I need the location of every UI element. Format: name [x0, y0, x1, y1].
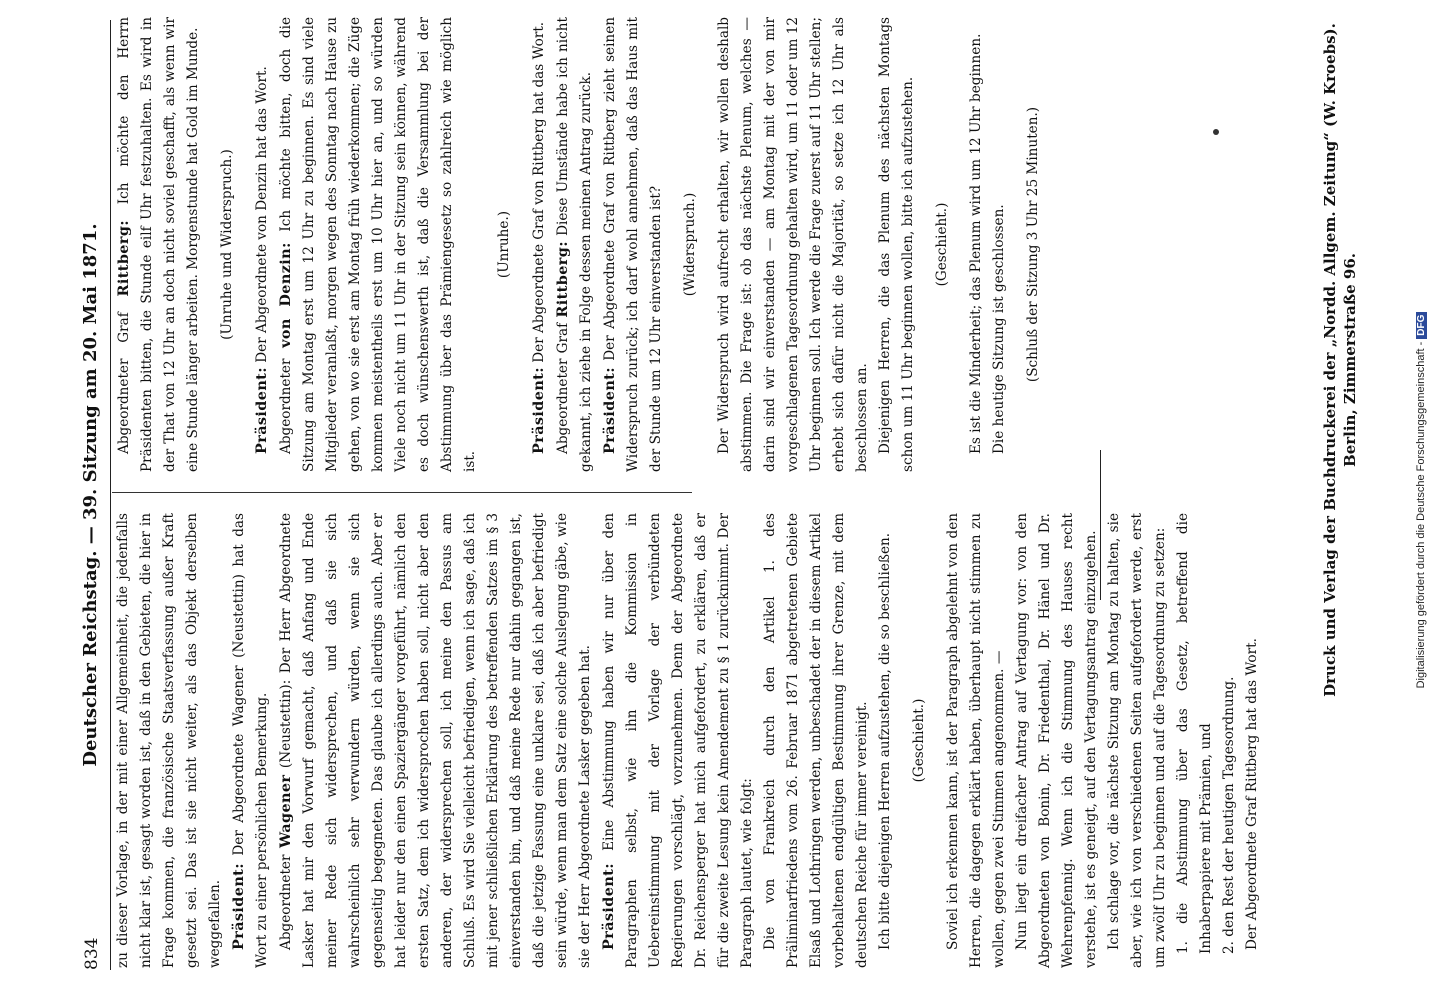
- end-rule: [1100, 450, 1101, 600]
- paragraph: Präsident: Der Abgeordnete Graf von Rittberg zieht seinen Widerspruch zurück; ich darf wohl annehmen, daß das Haus mit der Stunde um 12 Uhr einverstanden ist?: [601, 17, 664, 472]
- stage-direction: (Unruhe und Widerspruch.): [219, 149, 235, 340]
- speaker-name: Präsident:: [601, 367, 618, 454]
- agenda-item: 1. die Abstimmung über das Gesetz, betreffend die Inhaberpapiere mit Prämien, und: [1175, 513, 1214, 954]
- paragraph: Abgeordneter Graf Rittberg: Diese Umstände habe ich nicht gekannt, ich ziehe in Folge dessen meinen Antrag zurück.: [554, 17, 594, 472]
- imprint-line: Druck und Verlag der Buchdruckerei der „Nordd. Allgem. Zeitung“ (W. Kroebs).: [1321, 23, 1339, 697]
- speaker-name: Rittberg:: [554, 241, 571, 318]
- paragraph: Soviel ich erkennen kann, ist der Paragraph abgelehnt von den Herren, die dagegen erklärt haben, überhaupt nicht stimmen zu wollen, gegen zwei Stimmen angenommen. —: [945, 513, 1007, 968]
- stage-direction: (Geschieht.): [934, 202, 950, 287]
- paragraph: Nun liegt ein dreifacher Antrag auf Vertagung vor: von den Abgeordneten von Bonin, Dr. Friedenthal, Dr. Hänel und Dr. Wehrenpfennig. Wenn ich die Stimmung des Hauses recht verstehe, ist es geneigt, auf den Vertagungsantrag einzugehen.: [1014, 513, 1099, 968]
- speaker-name: Präsident:: [230, 863, 247, 950]
- quoted-paragraph: Die von Frankreich durch den Artikel 1. des Präliminarfriedens vom 26. Februar 1871 abgetretenen Gebiete Elsaß und Lothringen werden, unbeschadet der in diesem Artikel vorbehaltenen endgültigen Bestimmung ihrer Grenze, mit dem deutschen Reiche für immer vereinigt.: [762, 513, 870, 968]
- paragraph: Ich bitte diejenigen Herren aufzustehen, die so beschließen.: [877, 532, 893, 950]
- imprint: [1320, 20, 1360, 700]
- column-separator: [112, 492, 692, 493]
- paragraph: Abgeordneter Graf Rittberg: Ich möchte den Herrn Präsidenten bitten, die Stunde eilf Uhr festzuhalten. Es wird in der That von 12 Uhr an doch nicht soviel geschafft, als wenn wir eine Stunde länger arbeiten. Morgenstunde hat Gold im Munde.: [115, 17, 201, 472]
- running-title: Deutscher Reichstag. — 39. Sitzung am 20. Mai 1871.: [80, 223, 101, 767]
- paragraph: Abgeordneter Wagener (Neustettin): Der Herr Abgeordnete Lasker hat mir den Vorwurf gemacht, daß Anfang und Ende meiner Rede sich widersprechen, und daß sie sich wahrscheinlich sehr verwundern würden, wenn sie sich gegenseitig begegneten. Das glaube ich allerdings auch. Aber er hat leider nur den einen Spaziergänger vorgeführt, nämlich den ersten Satz, dem ich widersprochen haben soll, nicht aber den anderen, der widersprechen soll, ich meine den Passus am Schluß. Es wird Sie vielleicht befriedigen, wenn ich sage, daß ich mit jener schließlichen Erklärung des betreffenden Satzes im § 3 einverstanden bin, und daß meine Rede nur dahin gegangen ist, daß die jetzige Fassung eine unklare sei, daß ich aber befriedigt sein würde, wenn man dem Satz eine solche Auslegung gäbe, wie sie der Herr Abgeordnete Lasker gegeben hat.: [277, 512, 593, 968]
- speaker-name: von Denzin:: [277, 242, 294, 348]
- left-column: [112, 513, 1264, 968]
- scan-speck: [1213, 129, 1219, 135]
- agenda-item: 2. den Rest der heutigen Tagesordnung.: [1221, 676, 1237, 954]
- paragraph: Präsident: Eine Abstimmung haben wir nur über den Paragraphen selbst, wie ihn die Kommission in Uebereinstimmung mit der Vorlage der verbündeten Regierungen vorschlägt, vorzunehmen. Denn der Abgeordnete Dr. Reichensperger hat mich aufgefordert, zu erklären, daß er für die zweite Lesung kein Amendement zu § 1 zurücknimmt. Der Paragraph lautet, wie folgt:: [600, 513, 755, 968]
- paragraph: Die heutige Sitzung ist geschlossen.: [991, 204, 1007, 454]
- stage-direction: (Unruhe.): [496, 210, 512, 279]
- speaker-name: Präsident:: [530, 367, 547, 454]
- closing-note: (Schluß der Sitzung 3 Uhr 25 Minuten.): [1025, 106, 1041, 383]
- paragraph: Abgeordneter von Denzin: Ich möchte bitten, doch die Sitzung am Montag erst um 12 Uhr zu beginnen. Es sind viele Mitglieder veranlaßt, morgen wegen des Sonntag nach Hause zu gehen, von wo sie erst am Montag früh wiederkommen; die Züge kommen meistentheils erst um 10 Uhr hier an, und so würden Viele noch nicht um 11 Uhr in der Sitzung sein können, während es doch wünschenswerth ist, daß die Versammlung bei der Abstimmung über das Prämiengesetz so zahlreich wie möglich ist.: [277, 17, 478, 472]
- dfg-badge: DFG: [1416, 312, 1427, 339]
- speaker-name: Präsident:: [253, 367, 270, 454]
- speaker-name: Wagener: [277, 774, 294, 849]
- imprint-line: Berlin, Zimmerstraße 96.: [1341, 253, 1359, 467]
- digitization-note: [1415, 0, 1427, 1000]
- paragraph: Der Abgeordnete Graf Rittberg hat das Wort.: [1244, 638, 1260, 950]
- speaker-name: Präsident:: [600, 863, 617, 950]
- speaker-name: Rittberg:: [115, 219, 132, 297]
- stage-direction: (Geschieht.): [911, 698, 927, 783]
- stage-direction: (Widerspruch.): [682, 192, 698, 297]
- paragraph: Diejenigen Herren, die das Plenum des nächsten Montags schon um 11 Uhr beginnen wollen, bitte ich aufzustehen.: [877, 17, 916, 472]
- paragraph: Präsident: Der Abgeordnete Wagener (Neustettin) hat das Wort zu einer persönlichen Bemerkung.: [230, 513, 270, 968]
- paragraph: Es ist die Minderheit; das Plenum wird um 12 Uhr beginnen.: [968, 33, 984, 454]
- page-number: 834: [82, 937, 102, 970]
- header-rule: [110, 20, 111, 970]
- paragraph: Präsident: Der Abgeordnete von Denzin hat das Wort.: [253, 66, 270, 454]
- paragraph: Präsident: Der Abgeordnete Graf von Rittberg hat das Wort.: [530, 21, 547, 454]
- right-column: [112, 17, 1056, 472]
- paragraph: Ich schlage vor, die nächste Sitzung am Montag zu halten, sie aber, wie ich von verschiedenen Seiten aufgefordert werde, erst um zwölf Uhr zu beginnen und auf die Tagesordnung zu setzen:: [1106, 513, 1168, 968]
- paragraph: zu dieser Vorlage, in der mit einer Allgemeinheit, die jedenfalls nicht klar ist, gesagt worden ist, daß in den Gebieten, die hier in Frage kommen, die französische Staatsverfassung außer Kraft gesetzt sei. Das ist sie nicht weiter, als das Objekt derselben weggefallen.: [115, 513, 223, 968]
- digitization-text: Digitalisierung gefördert durch die Deutsche Forschungsgemeinschaft -: [1415, 341, 1427, 689]
- paragraph: Der Widerspruch wird aufrecht erhalten, wir wollen deshalb abstimmen. Die Frage ist: ob das nächste Plenum, welches — darin sind wir einverstanden — am Montag mit der von mir vorgeschlagenen Tagesordnung gehalten wird, um 11 oder um 12 Uhr beginnen soll. Ich werde die Frage zuerst auf 11 Uhr stellen; erhebt sich dafür nicht die Majorität, so setze ich 12 Uhr als beschlossen an.: [716, 17, 870, 472]
- running-header: [78, 20, 108, 970]
